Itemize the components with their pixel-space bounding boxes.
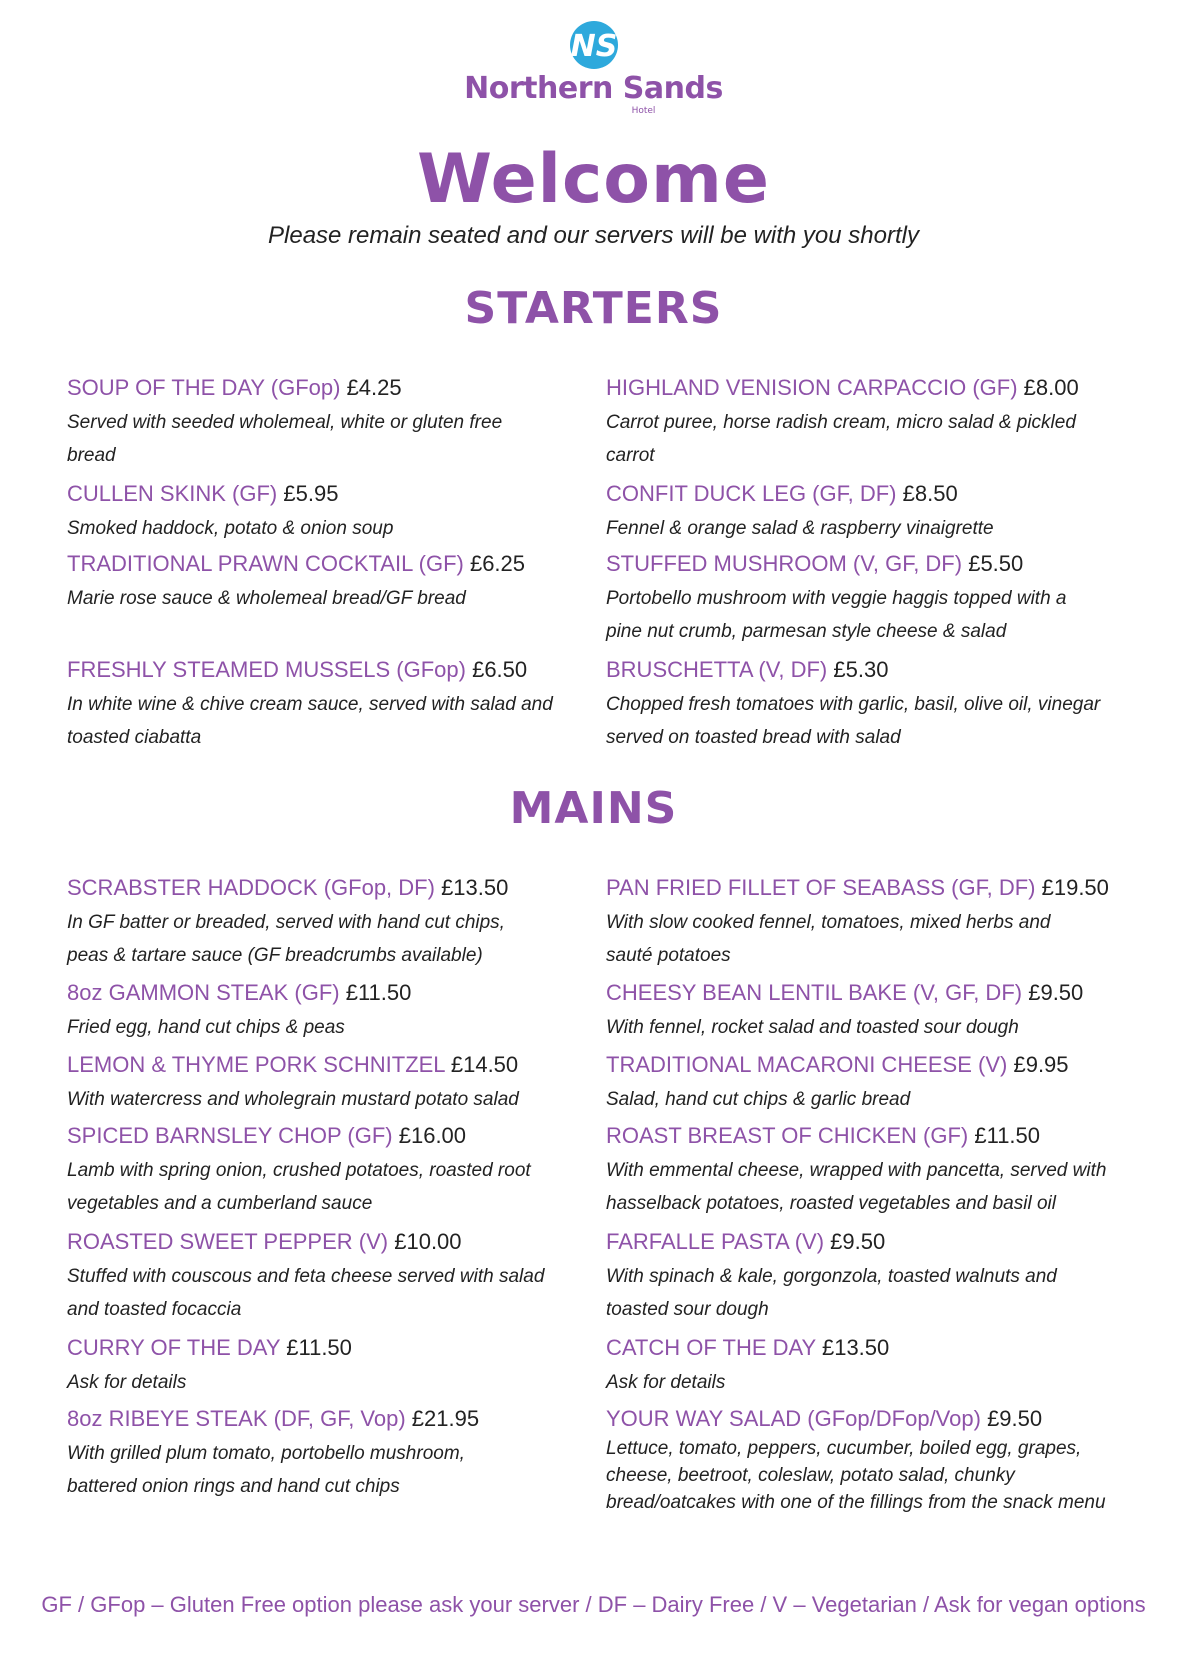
item-name: 8oz RIBEYE STEAK (DF, GF, Vop) [67, 1406, 406, 1431]
item-description: With grilled plum tomato, portobello mushroom, battered onion rings and hand cut chips [67, 1443, 465, 1497]
menu-item [67, 1334, 607, 1399]
menu-item [606, 1051, 1146, 1116]
menu-item [67, 874, 607, 972]
item-description: With spinach & kale, gorgonzola, toasted walnuts and toasted sour dough [606, 1266, 1057, 1320]
item-description: Smoked haddock, potato & onion soup [67, 518, 394, 539]
item-name: CHEESY BEAN LENTIL BAKE (V, GF, DF) [606, 980, 1023, 1005]
item-price: £10.00 [394, 1229, 462, 1254]
menu-item [67, 374, 607, 472]
menu-item [606, 1228, 1146, 1326]
item-description: Fennel & orange salad & raspberry vinaigrette [606, 518, 994, 539]
item-price: £14.50 [450, 1052, 519, 1077]
item-name: LEMON & THYME PORK SCHNITZEL [67, 1052, 445, 1077]
item-description: With watercress and wholegrain mustard potato salad [67, 1089, 519, 1110]
item-description: Lamb with spring onion, crushed potatoes, roasted root vegetables and a cumberland sauce [67, 1160, 531, 1214]
item-name: 8oz GAMMON STEAK (GF) [67, 980, 340, 1005]
item-price: £5.30 [833, 657, 889, 682]
item-price: £13.50 [821, 1335, 890, 1360]
mains-heading: MAINS [509, 783, 678, 834]
item-description: Salad, hand cut chips & garlic bread [606, 1089, 911, 1110]
item-description: Served with seeded wholemeal, white or gluten free bread [67, 412, 503, 466]
menu-item [606, 1334, 1146, 1399]
item-name: ROASTED SWEET PEPPER (V) [67, 1229, 389, 1254]
item-description: Ask for details [67, 1372, 187, 1393]
item-price: £6.50 [472, 657, 528, 682]
hotel-logo [0, 18, 1187, 116]
item-price: £8.00 [1023, 375, 1079, 400]
item-name: TRADITIONAL MACARONI CHEESE (V) [606, 1052, 1008, 1077]
welcome-subtitle: Please remain seated and our servers will be with you shortly [268, 222, 919, 249]
item-price: £9.50 [1028, 980, 1084, 1005]
item-name: CURRY OF THE DAY [67, 1335, 281, 1360]
item-name: TRADITIONAL PRAWN COCKTAIL (GF) [67, 551, 464, 576]
item-price: £11.50 [974, 1123, 1041, 1148]
item-description: Lettuce, tomato, peppers, cucumber, boiled egg, grapes, cheese, beetroot, coleslaw, potato salad, chunky bread/oatcakes with one of the fillings from the snack menu [606, 1438, 1106, 1513]
starters-heading: STARTERS [464, 283, 723, 334]
item-name: CATCH OF THE DAY [606, 1335, 816, 1360]
item-name: SOUP OF THE DAY (GFop) [67, 375, 341, 400]
menu-item [67, 656, 607, 754]
item-name: HIGHLAND VENISION CARPACCIO (GF) [606, 375, 1018, 400]
item-name: STUFFED MUSHROOM (V, GF, DF) [606, 551, 963, 576]
item-name: FRESHLY STEAMED MUSSELS (GFop) [67, 657, 466, 682]
menu-item [606, 550, 1146, 648]
menu-item [67, 550, 607, 615]
item-price: £9.50 [987, 1406, 1043, 1431]
item-description: Marie rose sauce & wholemeal bread/GF bread [67, 588, 466, 609]
item-price: £5.95 [283, 481, 339, 506]
item-description: With emmental cheese, wrapped with pancetta, served with hasselback potatoes, roasted vegetables and basil oil [606, 1160, 1107, 1214]
menu-item [67, 1051, 607, 1116]
item-price: £21.95 [411, 1406, 480, 1431]
menu-item [67, 1122, 607, 1220]
menu-item [606, 1122, 1146, 1220]
item-name: YOUR WAY SALAD (GFop/DFop/Vop) [606, 1406, 981, 1431]
item-name: CULLEN SKINK (GF) [67, 481, 278, 506]
item-description: With fennel, rocket salad and toasted sour dough [606, 1017, 1019, 1038]
item-price: £13.50 [441, 875, 509, 900]
item-description: Stuffed with couscous and feta cheese served with salad and toasted focaccia [67, 1266, 545, 1320]
item-price: £16.00 [398, 1123, 467, 1148]
item-description: In white wine & chive cream sauce, served with salad and toasted ciabatta [67, 694, 553, 748]
menu-item [606, 1405, 1146, 1516]
menu-item [67, 979, 607, 1044]
menu-item [606, 979, 1146, 1044]
menu-item [606, 480, 1146, 545]
logo-name: Northern Sands [464, 71, 723, 106]
item-price: £9.50 [830, 1229, 886, 1254]
dietary-key: GF / GFop – Gluten Free option please ask your server / DF – Dairy Free / V – Vegetarian / Ask for vegan options [41, 1592, 1146, 1617]
item-price: £9.95 [1013, 1052, 1069, 1077]
item-description: Carrot puree, horse radish cream, micro salad & pickled carrot [606, 412, 1076, 466]
svg-text:NS: NS [570, 29, 617, 64]
logo-subtitle: Hotel [631, 106, 656, 116]
item-name: SCRABSTER HADDOCK (GFop, DF) [67, 875, 435, 900]
item-name: SPICED BARNSLEY CHOP (GF) [67, 1123, 393, 1148]
item-price: £19.50 [1041, 875, 1109, 900]
item-price: £4.25 [346, 375, 402, 400]
item-name: CONFIT DUCK LEG (GF, DF) [606, 481, 897, 506]
item-description: With slow cooked fennel, tomatoes, mixed herbs and sauté potatoes [606, 912, 1051, 966]
welcome-heading: Welcome [416, 140, 770, 219]
menu-item [606, 374, 1146, 472]
item-price: £6.25 [469, 551, 526, 576]
menu-item [67, 1228, 607, 1326]
item-price: £8.50 [902, 481, 958, 506]
menu-item [67, 480, 607, 545]
item-description: Portobello mushroom with veggie haggis topped with a pine nut crumb, parmesan style cheese & salad [606, 588, 1067, 642]
item-price: £5.50 [968, 551, 1024, 576]
item-description: Chopped fresh tomatoes with garlic, basil, olive oil, vinegar served on toasted bread with salad [606, 694, 1101, 748]
item-description: Fried egg, hand cut chips & peas [67, 1017, 345, 1038]
ns-logo-icon [559, 18, 629, 72]
menu-item [606, 874, 1146, 972]
item-price: £11.50 [345, 980, 412, 1005]
item-name: FARFALLE PASTA (V) [606, 1229, 825, 1254]
item-description: In GF batter or breaded, served with hand cut chips, peas & tartare sauce (GF breadcrumbs available) [67, 912, 505, 966]
item-price: £11.50 [286, 1335, 352, 1360]
item-name: PAN FRIED FILLET OF SEABASS (GF, DF) [606, 875, 1036, 900]
menu-item [606, 656, 1146, 754]
menu-item [67, 1405, 607, 1503]
item-description: Ask for details [606, 1372, 726, 1393]
item-name: BRUSCHETTA (V, DF) [606, 657, 828, 682]
item-name: ROAST BREAST OF CHICKEN (GF) [606, 1123, 969, 1148]
